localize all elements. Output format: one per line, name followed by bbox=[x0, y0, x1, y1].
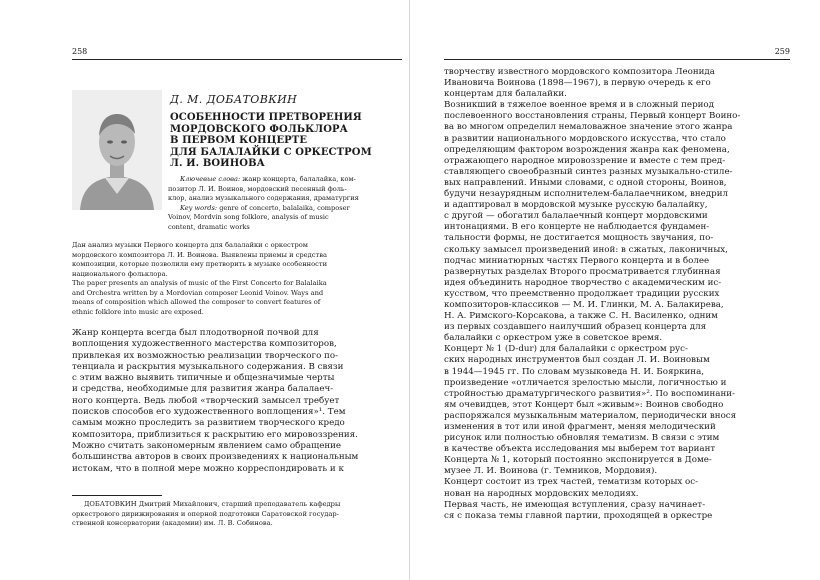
author-footnote bbox=[72, 500, 402, 529]
body-line: Н. А. Римского-Корсакова, а также С. Н. Василенко, одним bbox=[444, 311, 718, 322]
title-line: ОСОБЕННОСТИ ПРЕТВОРЕНИЯ bbox=[170, 112, 362, 123]
body-line: развернутых разделах Второго просматривается глубинная bbox=[444, 266, 721, 277]
body-line: нован на народных мордовских мелодиях. bbox=[444, 488, 639, 499]
body-line: послевоенного восстановления страны, Первый концерт Воино- bbox=[444, 111, 741, 122]
body-line: в 1944—1945 гг. По словам музыковеда Н. И. Бояркина, bbox=[444, 366, 705, 377]
body-line: и средства, необходимые для развития жанра балалаеч- bbox=[72, 384, 334, 395]
body-line: с другой — обогатил балалаечный концерт мордовскими bbox=[444, 211, 708, 222]
body-line: вых направлений. Иными словами, с одной стороны, Воинов, bbox=[444, 177, 727, 188]
abstract bbox=[72, 241, 402, 317]
abstract-line: мордовского композитора Л. И. Воинова. Выявлены приемы и средства bbox=[72, 250, 327, 259]
body-line: интонациями. В его концерте не наблюдается фундамен- bbox=[444, 222, 710, 233]
header-rule-right bbox=[444, 59, 790, 60]
body-line: концертам для балалайки. bbox=[444, 89, 567, 100]
abstract-line: ethnic folklore into music are exposed. bbox=[72, 307, 204, 316]
keywords-ru-line bbox=[168, 175, 398, 185]
body-line: стройностью драматургического развития»². По воспоминани- bbox=[444, 388, 735, 399]
body-line: подчас миниатюрных частях Первого концерта и в более bbox=[444, 255, 710, 266]
body-line: Концерта № 1, который постоянно экспонируется в Доме- bbox=[444, 455, 712, 466]
keywords-en-label: Key words: bbox=[180, 203, 218, 212]
body-line: тальности формы, не достигается мощность звучания, по- bbox=[444, 233, 714, 244]
abstract-line: Дан анализ музыки Первого концерта для балалайки с оркестром bbox=[72, 241, 309, 249]
body-line: Первая часть, не имеющая вступления, сразу начинает- bbox=[444, 499, 706, 510]
keywords-ru-text: жанр концерта, балалайка, ком- bbox=[242, 175, 356, 183]
body-line: творчеству известного мордовского композитора Леонида bbox=[444, 67, 715, 77]
keywords-en-text: genre of concerto, balalaika, composer bbox=[219, 203, 350, 212]
keywords-ru-line: позитор Л. И. Воинов, мордовский песенный фоль- bbox=[168, 184, 347, 193]
title-line: МОРДОВСКОГО ФОЛЬКЛОРА bbox=[170, 123, 348, 135]
keywords-en-line bbox=[168, 204, 398, 214]
title-line: В ПЕРВОМ КОНЦЕРТЕ bbox=[170, 135, 308, 146]
body-line: композиторов-классиков — М. И. Глинки, М. А. Балакирева, bbox=[444, 299, 724, 310]
footnote-line: ДОБАТОВКИН Дмитрий Михайлович, старший преподаватель кафедры bbox=[84, 500, 341, 508]
body-line: ских народных инструментов был создан Л. И. Воиновым bbox=[444, 355, 710, 366]
header-rule-left bbox=[72, 59, 402, 60]
body-line: из первых создавшего наилучший образец концерта для bbox=[444, 322, 707, 333]
body-line: ся с показа темы главной партии, проходящей в оркестре bbox=[444, 510, 713, 521]
body-line: музее Л. И. Воинова (г. Темников, Мордовия). bbox=[444, 466, 658, 477]
keywords-ru-label: Ключевые слова: bbox=[180, 175, 241, 183]
body-line: ного концерта. Ведь любой «творческий замысел требует bbox=[72, 395, 340, 406]
body-line: скольку замысел произведений иной: в сжатых, лаконичных, bbox=[444, 244, 728, 255]
author-portrait-image bbox=[72, 90, 162, 210]
author-name: Д. М. ДОБАТОВКИН bbox=[170, 93, 298, 106]
body-line: тенциала и раскрытия музыкального содержания. В связи bbox=[72, 361, 344, 372]
body-line: привлекая их возможностью реализации творческого по- bbox=[72, 350, 339, 361]
article-title bbox=[170, 112, 395, 170]
body-line: изменения в тот или иной фрагмент, меняя мелодический bbox=[444, 422, 716, 432]
body-line: с этим важно выявить типичные и общезначимые черты bbox=[72, 373, 335, 384]
body-line: большинства авторов в своих произведениях к национальным bbox=[72, 452, 359, 463]
footnote-line: оркестрового дирижирования и оперной подготовки Саратовской государ- bbox=[72, 509, 339, 518]
body-line: отражающего народное мировоззрение и вместе с тем пред- bbox=[444, 155, 726, 166]
keywords-block bbox=[168, 175, 398, 232]
body-line: Концерт № 1 (D-dur) для балалайки с оркестром рус- bbox=[444, 344, 688, 355]
body-line: произведение «отличается зрелостью мысли, логичностью и bbox=[444, 377, 727, 388]
body-line: будучи незаурядным исполнителем-балалаечником, внедрил bbox=[444, 189, 729, 200]
body-line: идея объединить народное творчество с академическим ис- bbox=[444, 277, 722, 288]
body-line: Жанр концерта всегда был плодотворной почвой для bbox=[72, 328, 319, 338]
body-line: ставляющего своеобразный синтез разных музыкально-стиле- bbox=[444, 166, 733, 177]
abstract-line: национального фольклора. bbox=[72, 269, 168, 278]
title-line: ДЛЯ БАЛАЛАЙКИ С ОРКЕСТРОМ bbox=[170, 146, 372, 158]
body-line: самым можно проследить за развитием творческого кредо bbox=[72, 418, 345, 429]
body-line: кусством, что преемственно продолжает традиции русских bbox=[444, 288, 720, 299]
body-line: истокам, что в полной мере можно корреспондировать и к bbox=[72, 463, 344, 474]
page-number-right: 259 bbox=[774, 47, 790, 56]
keywords-ru-line: клор, анализ музыкального содержания, драматургия bbox=[168, 194, 359, 202]
body-line: балалайки с оркестром уже в советское время. bbox=[444, 333, 663, 344]
body-line: в развитии национального мордовского искусства, что стало bbox=[444, 133, 726, 144]
body-line: поисков способов его художественного воплощения»¹. Тем bbox=[72, 407, 346, 418]
footnote-rule bbox=[72, 495, 162, 496]
body-line: и адаптировал в мордовской музыке русскую балалайку, bbox=[444, 200, 708, 211]
body-line: Возникший в тяжелое военное время и в сложный период bbox=[444, 100, 715, 111]
abstract-line: means of composition which allowed the composer to convert features of bbox=[72, 298, 321, 306]
footnote-line: ственной консерватории (академии) им. Л. В. Собинова. bbox=[72, 519, 273, 527]
abstract-line: The paper presents an analysis of music of the First Concerto for Balalaika bbox=[72, 279, 327, 287]
keywords-en-line: Voinov, Mordvin song folklore, analysis of music bbox=[168, 213, 329, 221]
body-text-left bbox=[72, 328, 402, 475]
body-line: в качестве объекта исследования мы выберем тот вариант bbox=[444, 444, 716, 455]
body-line: ям очевидцев, этот Концерт был «живым»: Воинов свободно bbox=[444, 399, 724, 410]
body-line: воплощения художественного мастерства композиторов, bbox=[72, 339, 337, 350]
title-line: Л. И. ВОИНОВА bbox=[170, 158, 265, 169]
body-line: Концерт состоит из трех частей, тематизм которых ос- bbox=[444, 477, 699, 488]
body-line: определяющим фактором возрождения жанра как феномена, bbox=[444, 144, 730, 155]
body-line: Можно считать закономерным явлением само обращение bbox=[72, 440, 342, 451]
author-photo bbox=[72, 90, 162, 210]
abstract-line: композиции, которые позволили ему претворить в музыке особенности bbox=[72, 260, 328, 268]
body-line: рисунок или полностью обновляя тематизм. В связи с этим bbox=[444, 433, 720, 444]
keywords-en-line: content, dramatic works bbox=[168, 222, 250, 231]
body-line: ва во многом определил немаловажное значение этого жанра bbox=[444, 122, 733, 133]
body-line: композитора, приблизиться к раскрытию его мировоззрения. bbox=[72, 429, 358, 440]
body-line: Ивановича Воинова (1898—1967), в первую очередь к его bbox=[444, 78, 711, 89]
page-number-left: 258 bbox=[72, 47, 88, 56]
abstract-line: and Orchestra written by a Mordovian composer Leonid Voinov. Ways and bbox=[72, 288, 324, 297]
body-line: распоряжался музыкальным материалом, периодически внося bbox=[444, 410, 737, 421]
body-text-right bbox=[444, 67, 780, 522]
